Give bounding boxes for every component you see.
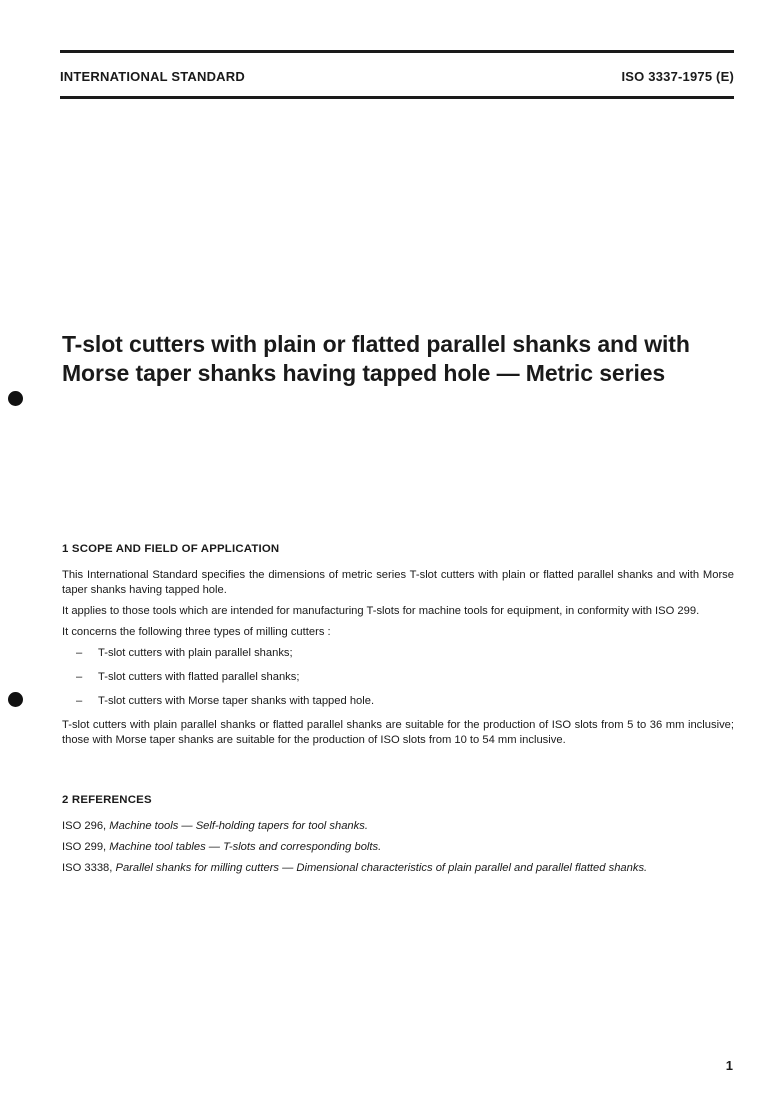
reference-title: Machine tool tables — T-slots and corresponding bolts. [109, 841, 382, 853]
dash-bullet: – [76, 671, 83, 683]
list-item-text: T-slot cutters with flatted parallel shanks; [98, 671, 300, 683]
reference-title: Parallel shanks for milling cutters — Dimensional characteristics of plain parallel and parallel flatted shanks. [115, 862, 648, 874]
list-item-text: T-slot cutters with plain parallel shanks; [98, 647, 293, 659]
reference-number: ISO 3338, [62, 862, 116, 874]
title-line-1: T-slot cutters with plain or flatted parallel shanks and with [62, 331, 690, 357]
list-item [62, 694, 734, 709]
binder-hole-mark-icon [8, 391, 23, 406]
list-item [62, 646, 734, 661]
document-title [62, 330, 742, 388]
reference-item [62, 819, 734, 834]
reference-title: Machine tools — Self-holding tapers for tool shanks. [109, 820, 368, 832]
header-top-rule [60, 50, 734, 53]
binder-hole-mark-icon [8, 692, 23, 707]
paragraph: This International Standard specifies the dimensions of metric series T-slot cutters with plain or flatted parallel shanks and with Morse taper shanks having tapped hole. [62, 569, 734, 596]
paragraph: It concerns the following three types of milling cutters : [62, 626, 331, 638]
section-references [62, 793, 734, 882]
cutter-types-list [62, 646, 734, 709]
dash-bullet: – [76, 695, 83, 707]
paragraph: It applies to those tools which are intended for manufacturing T-slots for machine tools for equipment, in conformity with ISO 299. [62, 605, 700, 617]
list-item-text: T-slot cutters with Morse taper shanks with tapped hole. [98, 695, 375, 707]
section-heading: 1 SCOPE AND FIELD OF APPLICATION [62, 543, 280, 555]
paragraph: T-slot cutters with plain parallel shanks or flatted parallel shanks are suitable for the production of ISO slots from 5 to 36 mm inclusive; those with Morse taper shanks are suitable for the production of ISO slots from 10 to 54 mm inclusive. [62, 719, 734, 746]
document-type-label: INTERNATIONAL STANDARD [60, 69, 245, 84]
reference-item [62, 861, 734, 876]
header-bottom-rule [60, 96, 734, 99]
page-number: 1 [725, 1058, 733, 1073]
title-line-2: Morse taper shanks having tapped hole — Metric series [62, 360, 666, 386]
section-heading: 2 REFERENCES [62, 794, 152, 806]
dash-bullet: – [76, 647, 83, 659]
list-item [62, 670, 734, 685]
section-scope [62, 542, 734, 754]
standard-number: ISO 3337-1975 (E) [621, 69, 734, 84]
reference-number: ISO 296, [62, 820, 110, 832]
reference-number: ISO 299, [62, 841, 110, 853]
reference-item [62, 840, 734, 855]
